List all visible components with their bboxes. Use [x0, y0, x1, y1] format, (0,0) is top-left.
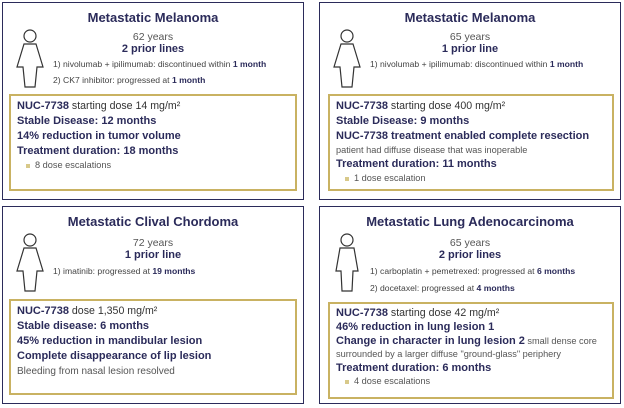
bullet-item: 8 dose escalations	[17, 159, 289, 172]
history-item: 2) docetaxel: progressed at 4 months	[370, 283, 515, 293]
bullet-item: 1 dose escalation	[336, 172, 606, 185]
dose-line: NUC-7738 starting dose 400 mg/m²	[336, 100, 506, 112]
outcome-box	[9, 94, 297, 191]
history-item: 2) CK7 inhibitor: progressed at 1 month	[53, 75, 206, 85]
history-item: 1) nivolumab + ipilimumab: discontinued within 1 month	[53, 59, 267, 69]
outcome-line: Treatment duration: 18 months	[17, 145, 179, 157]
outcome-line: Stable Disease: 9 months	[336, 115, 470, 127]
outcome-line: Change in character in lung lesion 2 small dense core	[336, 335, 597, 347]
outcome-line: 14% reduction in tumor volume	[17, 130, 181, 142]
prior-lines: 1 prior line	[441, 43, 499, 55]
outcome-box	[9, 299, 297, 395]
prior-lines: 1 prior line	[124, 249, 182, 261]
prior-lines: 2 prior lines	[121, 43, 185, 55]
card-title: Metastatic Lung Adenocarcinoma	[366, 214, 574, 229]
dose-line: NUC-7738 dose 1,350 mg/m²	[17, 305, 158, 317]
patient-age: 72 years	[132, 237, 174, 249]
prior-lines: 2 prior lines	[438, 249, 502, 261]
outcome-note: Bleeding from nasal lesion resolved	[17, 366, 175, 377]
outcome-line: Treatment duration: 11 months	[336, 158, 497, 170]
outcome-line: 45% reduction in mandibular lesion	[17, 335, 203, 347]
outcome-line: Stable Disease: 12 months	[17, 115, 157, 127]
outcome-line: NUC-7738 treatment enabled complete resection	[336, 130, 590, 142]
outcome-line: Complete disappearance of lip lesion	[17, 350, 212, 362]
bullet-item: 4 dose escalations	[336, 375, 606, 388]
outcome-line: 46% reduction in lung lesion 1	[336, 321, 495, 333]
case-card-melanoma-2	[319, 2, 621, 200]
outcome-note: surrounded by a larger diffuse "ground-glass" periphery	[336, 349, 561, 359]
case-card-lung	[319, 206, 621, 404]
outcome-line: Stable disease: 6 months	[17, 320, 150, 332]
history-item: 1) carboplatin + pemetrexed: progressed at 6 months	[370, 266, 576, 276]
outcome-line: Treatment duration: 6 months	[336, 362, 492, 374]
outcome-note: patient had diffuse disease that was inoperable	[336, 145, 528, 155]
card-title: Metastatic Clival Chordoma	[67, 214, 239, 229]
patient-age: 62 years	[132, 31, 174, 43]
patient-age: 65 years	[449, 237, 491, 249]
case-card-melanoma-1	[2, 2, 304, 200]
history-item: 1) imatinib: progressed at 19 months	[53, 266, 196, 276]
outcome-box	[328, 94, 614, 191]
patient-age: 65 years	[449, 31, 491, 43]
card-title: Metastatic Melanoma	[404, 10, 536, 25]
dose-line: NUC-7738 starting dose 14 mg/m²	[17, 100, 181, 112]
dose-line: NUC-7738 starting dose 42 mg/m²	[336, 307, 500, 319]
outcome-box	[328, 302, 614, 399]
card-title: Metastatic Melanoma	[87, 10, 219, 25]
history-item: 1) nivolumab + ipilimumab: discontinued within 1 month	[370, 59, 584, 69]
case-card-chordoma	[2, 206, 304, 404]
